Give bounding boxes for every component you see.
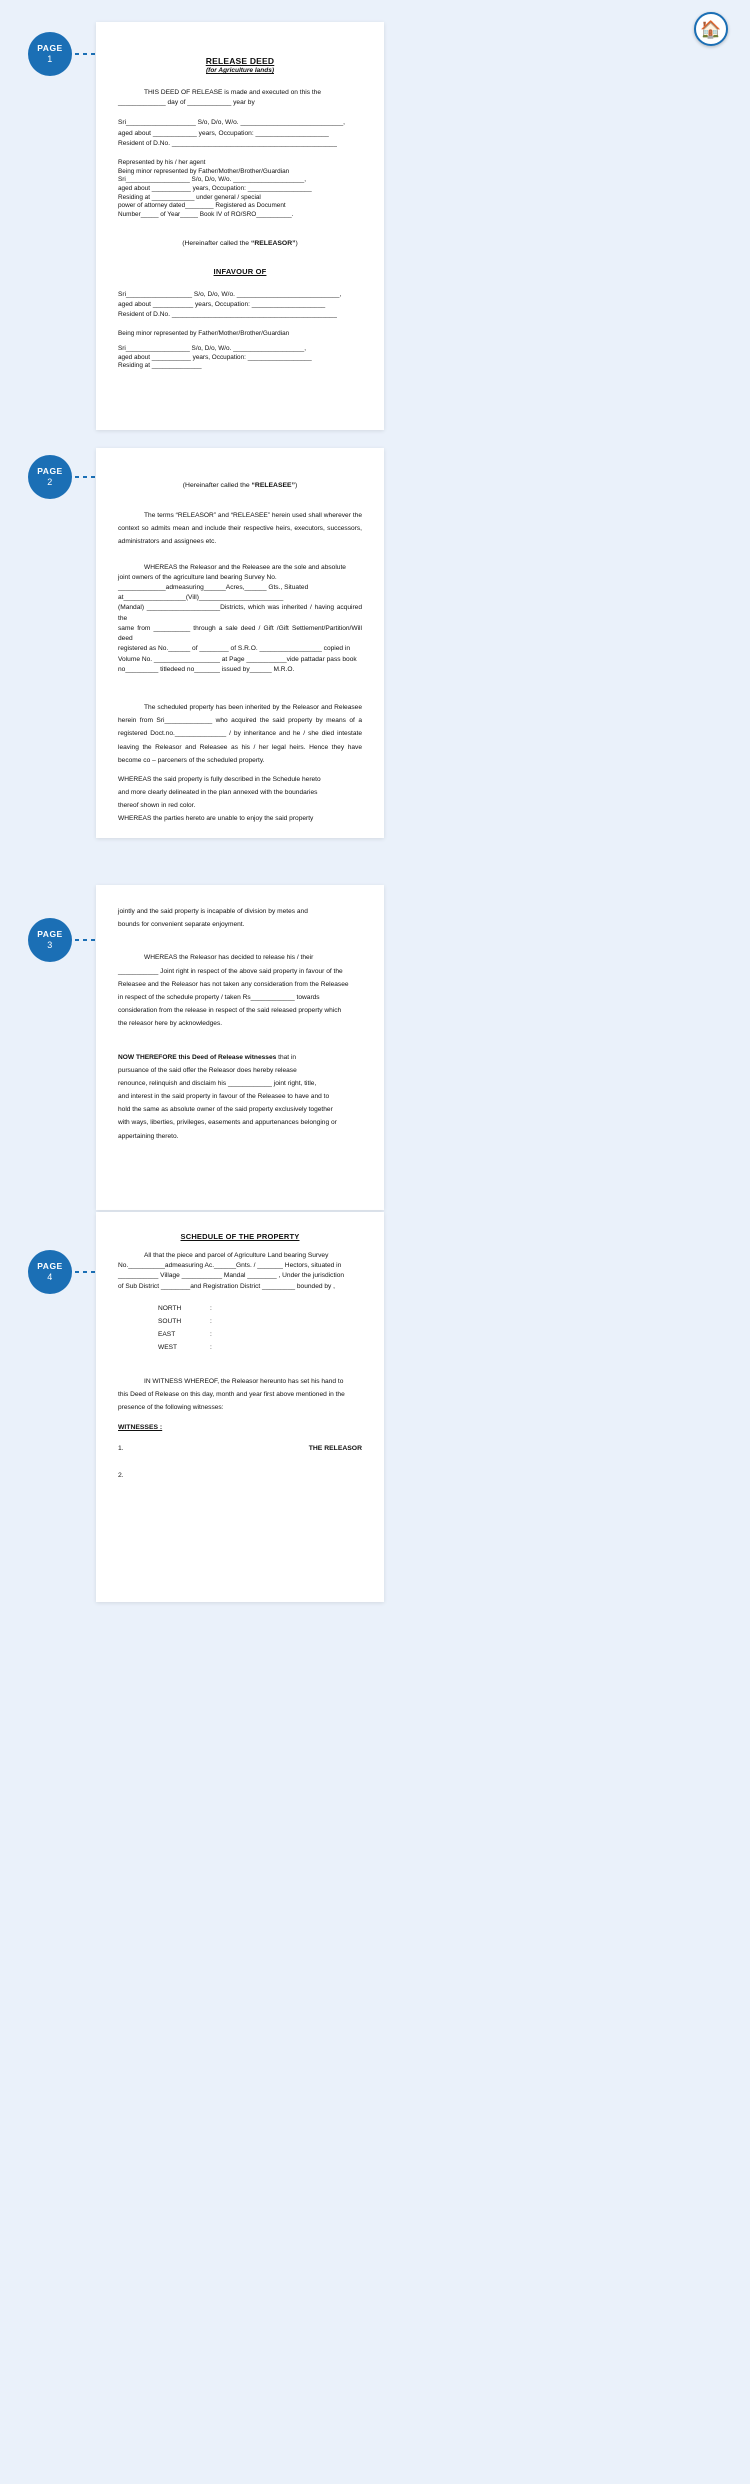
now-therefore-line4: and interest in the said property in favour of the Releasee to have and to	[118, 1093, 330, 1101]
decision-line1: WHEREAS the Releasor has decided to release his / their	[144, 954, 314, 962]
agent-note-line1: Represented by his / her agent	[118, 159, 206, 167]
document-title: RELEASE DEED	[205, 56, 275, 66]
boundary-row-north	[118, 1302, 362, 1315]
party1-line1: Sri___________________ S/o, D/o, W/o. ____________________________,	[118, 119, 345, 127]
page-sheet-2	[96, 448, 384, 838]
page-marker-bubble	[28, 918, 72, 962]
party3-line2: aged about ___________ years, Occupation: __________________	[118, 353, 312, 361]
releasor-caption-term: “RELEASOR”	[250, 239, 296, 247]
agent-party-line5: Number_____ of Year_____ Book IV of RO/SRO__________.	[118, 210, 294, 218]
whereas-line8: Volume No. __________________ at Page ___________vide pattadar pass book	[118, 655, 357, 663]
boundary-label-north: NORTH	[158, 1304, 182, 1312]
whereas-line4: at_________________(Vill)_______________________	[118, 594, 284, 602]
schedule-description-line4: WHEREAS the parties hereto are unable to enjoy the said property	[118, 815, 314, 823]
party3-line1: Sri__________________ S/o, D/o, W/o. ____________________,	[118, 344, 306, 352]
boundary-label-west: WEST	[158, 1344, 178, 1352]
whereas-line2: joint owners of the agriculture land bearing Survey No.	[118, 573, 277, 581]
whereas-line1: WHEREAS the Releasor and the Releasee are the sole and absolute	[144, 563, 346, 571]
home-button[interactable]	[694, 12, 728, 46]
releasee-caption	[118, 482, 362, 489]
schedule-description-line2: and more clearly delineated in the plan annexed with the boundaries	[118, 789, 318, 797]
whereas-line5: (Mandal) ____________________Districts, which was inherited / having acquired the	[118, 604, 362, 622]
party2-line1: Sri__________________ S/o, D/o, W/o. ____________________________,	[118, 290, 342, 298]
intro-paragraph-line2: _____________ day of ____________ year by	[118, 99, 255, 107]
page-marker-number: 4	[47, 1271, 53, 1282]
page-sheet-4	[96, 1212, 384, 1602]
decision-line5: consideration from the release in respect of the said released property which	[118, 1007, 342, 1015]
now-therefore-rest: that in	[276, 1053, 297, 1061]
inheritance-paragraph: The scheduled property has been inherited by the Releasor and Releasee herein from Sri_____________ who acquired the said property by means of a registered Doct.no.______________ / by inheritance and he / she died intestate leaving the Releasor and Releasee as his / her legal heirs. Hence they have become co – parceners of the scheduled property.	[118, 703, 362, 764]
boundary-colon-north: :	[210, 1304, 212, 1312]
boundary-row-east	[118, 1328, 362, 1341]
document-subtitle: (for Agriculture lands)	[205, 67, 274, 74]
releasor-caption	[118, 240, 362, 247]
schedule-line4: of Sub District ________and Registration District _________ bounded by ,	[118, 1282, 336, 1290]
page-sheet-1	[96, 22, 384, 430]
now-therefore-line7: appertaining thereto.	[118, 1132, 179, 1140]
schedule-description-line3: thereof shown in red color.	[118, 802, 196, 810]
boundary-colon-east: :	[210, 1331, 212, 1339]
witness-number-2: 2.	[118, 1472, 124, 1480]
now-therefore-line3: renounce, relinquish and disclaim his ____________ joint right, title,	[118, 1079, 317, 1087]
whereas-line9: no_________ titledeed no_______ issued by______ M.R.O.	[118, 665, 295, 673]
schedule-line3: ___________ Village ___________ Mandal ________ , Under the jurisdiction	[118, 1272, 345, 1280]
boundary-colon-west: :	[210, 1344, 212, 1352]
home-icon: 🏠	[700, 19, 722, 39]
boundary-row-west	[118, 1341, 362, 1354]
witness-clause-line2: this Deed of Release on this day, month and year first above mentioned in the	[118, 1390, 345, 1398]
whereas-line6: same from __________ through a sale deed / Gift /Gift Settlement/Partition/Will deed	[118, 624, 362, 643]
whereas-line7: registered as No.______ of ________ of S.R.O. _________________ copied in	[118, 645, 351, 653]
witness-number-1: 1.	[118, 1445, 124, 1453]
schedule-description-line1: WHEREAS the said property is fully described in the Schedule hereto	[118, 775, 321, 783]
decision-line2: ___________ Joint right in respect of the above said property in favour of the	[118, 967, 343, 975]
agent-note-line2: Being minor represented by Father/Mother/Brother/Guardian	[118, 167, 290, 175]
continuation-line2: bounds for convenient separate enjoyment.	[118, 921, 245, 929]
page-marker-bubble	[28, 32, 72, 76]
boundary-label-south: SOUTH	[158, 1318, 182, 1326]
witness-row-2	[118, 1472, 362, 1479]
continuation-line1: jointly and the said property is incapable of division by metes and	[118, 908, 308, 915]
witness-clause-line1: IN WITNESS WHEREOF, the Releasor hereunto has set his hand to	[144, 1377, 344, 1385]
decision-line4: in respect of the schedule property / taken Rs____________ towards	[118, 993, 320, 1001]
schedule-line1: All that the piece and parcel of Agriculture Land bearing Survey	[144, 1252, 329, 1259]
page-sheet-3	[96, 885, 384, 1210]
party2-line2: aged about ___________ years, Occupation: ____________________	[118, 300, 326, 308]
page-marker-number: 2	[47, 476, 53, 487]
page-marker-bubble	[28, 455, 72, 499]
page-marker-label: PAGE	[37, 466, 63, 477]
witness-row-1	[118, 1445, 362, 1452]
releasee-caption-term: “RELEASEE”	[251, 482, 295, 489]
releasor-caption-pre: (Hereinafter called the	[182, 239, 251, 247]
witnesses-heading: WITNESSES :	[118, 1424, 163, 1432]
agent-party-line3: Residing at ____________ under general / special	[118, 193, 261, 201]
witness-clause-line3: presence of the following witnesses:	[118, 1404, 224, 1411]
agent-party-line1: Sri__________________ S/o, D/o, W/o. ____________________,	[118, 176, 306, 184]
party1-line3: Resident of D.No. _____________________________________________	[118, 139, 337, 147]
terms-paragraph: The terms “RELEASOR” and “RELEASEE” herein used shall wherever the context so admits mean and include their respective heirs, executors, successors, administrators and assignees etc.	[118, 512, 362, 546]
releasee-caption-pre: (Hereinafter called the	[182, 482, 252, 489]
boundary-colon-south: :	[210, 1318, 212, 1326]
now-therefore-line5: hold the same as absolute owner of the said property exclusively together	[118, 1106, 333, 1114]
party1-line2: aged about ____________ years, Occupation: ____________________	[118, 129, 329, 137]
page-marker-label: PAGE	[37, 1261, 63, 1272]
releasor-signature-label: THE RELEASOR	[308, 1445, 362, 1453]
boundary-label-east: EAST	[158, 1331, 176, 1339]
decision-line3: Releasee and the Releasor has not taken any consideration from the Releasee	[118, 980, 349, 988]
now-therefore-line1	[118, 1051, 362, 1064]
party3-line3: Residing at ______________	[118, 362, 202, 370]
page-marker-bubble	[28, 1250, 72, 1294]
decision-line6: the releasor here by acknowledges.	[118, 1020, 223, 1028]
agent-party-line4: power of attorney dated________ Registered as Document	[118, 202, 286, 210]
intro-paragraph-line1: THIS DEED OF RELEASE is made and executed on this the	[144, 89, 322, 96]
whereas-line3: _____________admeasuring______Acres,______ Gts., Situated	[118, 584, 309, 591]
schedule-line2: No.__________admeasuring Ac.______Gnts. / _______ Hectors, situated in	[118, 1262, 342, 1270]
minor-note: Being minor represented by Father/Mother/Brother/Guardian	[118, 330, 290, 338]
schedule-heading: SCHEDULE OF THE PROPERTY	[180, 1232, 300, 1241]
page-marker-number: 1	[47, 53, 53, 64]
agent-party-line2: aged about ___________ years, Occupation: __________________	[118, 185, 312, 193]
releasee-caption-post: )	[294, 482, 298, 489]
page-marker-label: PAGE	[37, 929, 63, 940]
page-marker-label: PAGE	[37, 43, 63, 54]
boundary-row-south	[118, 1315, 362, 1328]
now-therefore-line2: pursuance of the said offer the Releasor does hereby release	[118, 1066, 297, 1074]
now-therefore-line6: with ways, liberties, privileges, easements and appurtenances belonging or	[118, 1119, 337, 1127]
now-therefore-bold: NOW THEREFORE this Deed of Release witnesses	[118, 1053, 277, 1061]
page-marker-number: 3	[47, 939, 53, 950]
releasor-caption-post: )	[295, 239, 298, 247]
party2-line3: Resident of D.No. _____________________________________________	[118, 311, 337, 319]
infavour-heading: INFAVOUR OF	[213, 266, 267, 276]
